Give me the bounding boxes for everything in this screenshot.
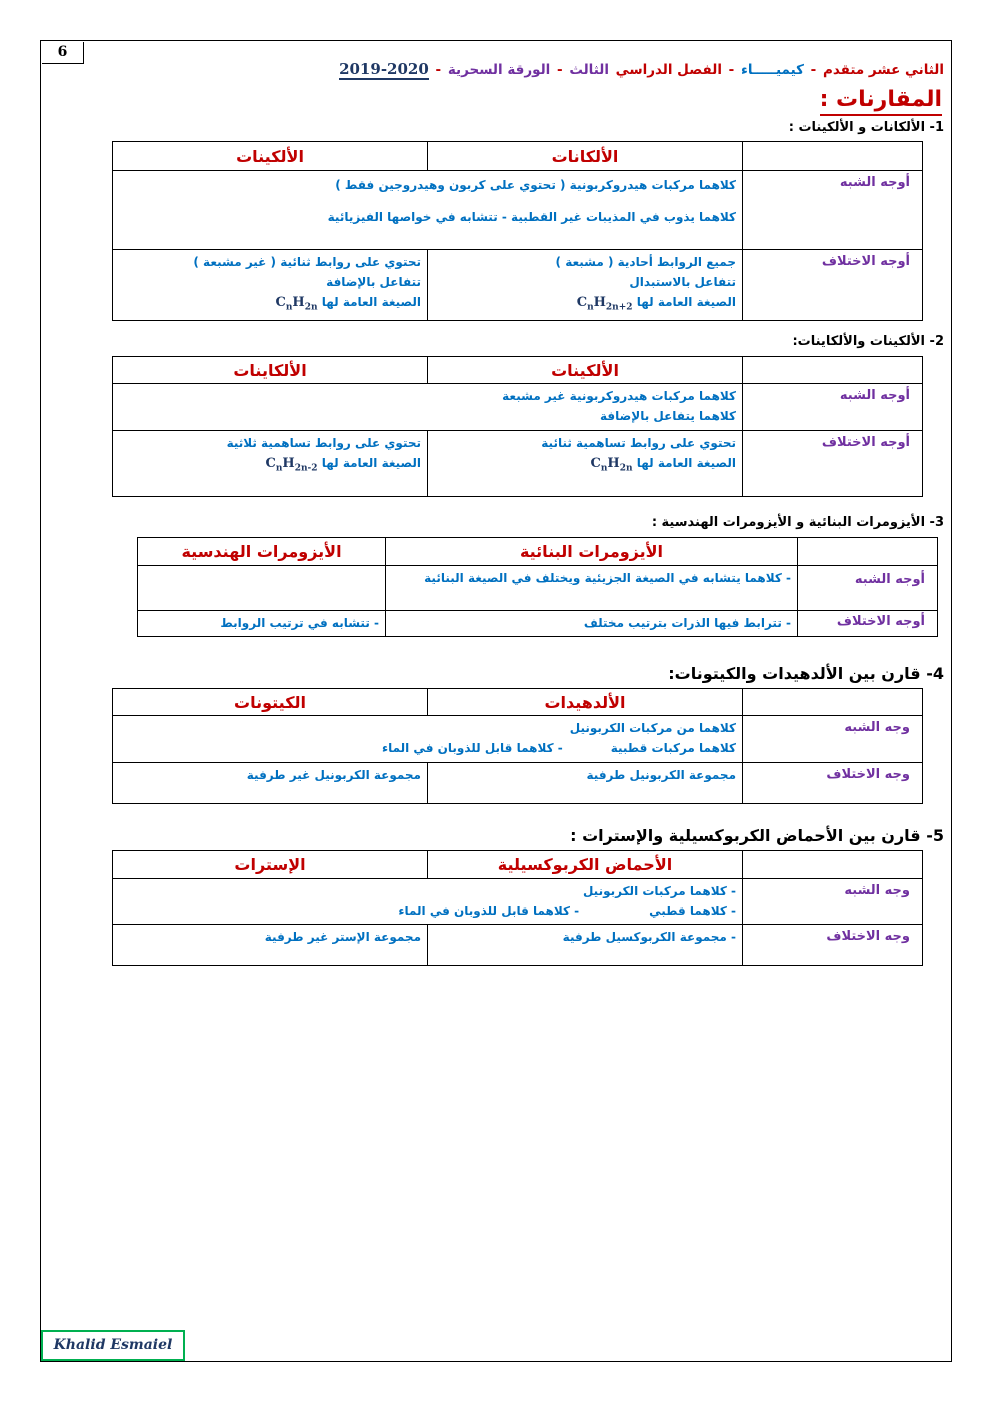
difference-cell xyxy=(428,763,743,804)
difference-cell xyxy=(113,431,428,497)
author-signature: Khalid Esmaiel xyxy=(41,1330,185,1361)
row-label: وجه الاختلاف xyxy=(743,925,923,966)
cell-line: كلاهما مركبات هيدروكربونية غير مشبعة xyxy=(502,389,736,403)
formula-part: 2n xyxy=(304,302,318,313)
cell-line: - كلاهما قطبي xyxy=(649,904,736,918)
formula-part: 2n-2 xyxy=(294,463,318,474)
general-formula xyxy=(265,456,318,474)
cell-line: كلاهما مركبات قطبية xyxy=(610,741,736,755)
formula-part: 2n+2 xyxy=(605,302,633,313)
cell-line: مجموعة الكربونيل غير طرفية xyxy=(246,768,421,782)
empty-cell xyxy=(138,566,386,611)
formula-part: n xyxy=(587,302,594,313)
formula-part: C xyxy=(265,456,276,471)
cell-line: - كلاهما قابل للذوبان في الماء xyxy=(381,741,563,755)
formula-line xyxy=(434,292,736,318)
formula-part: 2n xyxy=(619,463,633,474)
cell-line: كلاهما يذوب في المذيبات غير القطبية - تتشابه في خواصها الفيزيائية xyxy=(327,210,736,224)
row-label: أوجه الاختلاف xyxy=(743,250,923,321)
cell-line: - كلاهما مركبات الكربونيل xyxy=(582,884,736,898)
formula-part: H xyxy=(607,456,620,471)
difference-cell xyxy=(386,611,798,637)
cell-line: - كلاهما قابل للذوبان في الماء xyxy=(398,904,580,918)
similarity-cell xyxy=(113,879,743,925)
cell-line-group xyxy=(119,901,736,921)
section-heading: 5- قارن بين الأحماض الكربوكسيلية والإسترات : xyxy=(570,826,944,845)
column-header: الألكاينات xyxy=(113,357,428,384)
column-header: الأيزومرات الهندسية xyxy=(138,538,386,566)
page-header xyxy=(74,60,944,78)
section-heading: 1- الألكانات و الألكينات : xyxy=(788,120,944,135)
row-label: أوجه الاختلاف xyxy=(743,431,923,497)
header-term-number: الثالث xyxy=(569,62,609,78)
cell-line: الصيغة العامة لها xyxy=(636,295,736,309)
difference-cell xyxy=(113,925,428,966)
general-formula xyxy=(590,456,633,474)
cell-line: تحتوي على روابط تساهمية ثنائية xyxy=(541,436,736,450)
general-formula xyxy=(576,295,633,313)
column-header: الألدهيدات xyxy=(428,689,743,716)
header-separator: - xyxy=(435,62,442,78)
cell-line: تحتوي على روابط ثنائية ( غير مشبعة ) xyxy=(193,255,421,269)
general-formula xyxy=(275,295,318,313)
formula-part: n xyxy=(275,463,283,474)
cell-line: جميع الروابط أحادية ( مشبعة ) xyxy=(555,255,736,269)
column-header: الأيزومرات البنائية xyxy=(386,538,798,566)
formula-part: n xyxy=(600,463,608,474)
difference-cell xyxy=(428,925,743,966)
formula-part: H xyxy=(593,295,606,310)
header-subject: كيميـــــاء xyxy=(740,62,804,78)
header-year: 2020-2019 xyxy=(339,60,429,78)
similarity-cell xyxy=(113,716,743,763)
header-separator: - xyxy=(557,62,563,78)
section-heading: 2- الألكينات والألكاينات: xyxy=(792,334,944,349)
formula-part: C xyxy=(576,295,588,310)
comparison-table xyxy=(112,356,923,497)
column-header: الألكينات xyxy=(428,357,743,384)
cell-line: الصيغة العامة لها xyxy=(321,456,421,470)
cell-line: - تترابط فيها الذرات بترتيب مختلف xyxy=(583,616,791,630)
cell-line: مجموعة الكربونيل طرفية xyxy=(586,768,736,782)
cell-line: - مجموعة الكربوكسيل طرفية xyxy=(562,930,736,944)
comparison-table xyxy=(112,688,923,804)
cell-line: تحتوي على روابط تساهمية ثلاثية xyxy=(226,436,421,450)
difference-cell xyxy=(113,763,428,804)
similarity-cell xyxy=(386,566,798,611)
cell-line: كلاهما مركبات هيدروكربونية ( تحتوي على كربون وهيدروجين فقط ) xyxy=(335,178,736,192)
header-term: الفصل الدراسي xyxy=(615,62,722,78)
column-header: الإسترات xyxy=(113,851,428,879)
row-label: أوجه الاختلاف xyxy=(798,611,938,637)
header-grade: الثاني عشر متقدم xyxy=(822,62,944,78)
column-header: الكيتونات xyxy=(113,689,428,716)
formula-line xyxy=(119,292,421,318)
cell-line: كلاهما من مركبات الكربونيل xyxy=(569,721,736,735)
column-header: الأحماض الكربوكسيلية xyxy=(428,851,743,879)
difference-cell xyxy=(113,250,428,321)
formula-part: C xyxy=(590,456,601,471)
section-heading: 4- قارن بين الألدهيدات والكيتونات: xyxy=(668,664,944,683)
formula-line xyxy=(434,453,736,479)
cell-line: الصيغة العامة لها xyxy=(321,295,421,309)
similarity-cell xyxy=(113,171,743,250)
header-separator: - xyxy=(728,62,735,78)
table-corner xyxy=(743,142,923,171)
row-label: وجه الاختلاف xyxy=(743,763,923,804)
difference-cell xyxy=(138,611,386,637)
row-label: أوجه الشبه xyxy=(743,171,923,250)
header-separator: - xyxy=(810,62,817,78)
table-corner xyxy=(743,851,923,879)
cell-line: مجموعة الإستر غير طرفية xyxy=(264,930,421,944)
formula-line xyxy=(119,453,421,479)
cell-line: كلاهما يتفاعل بالإضافة xyxy=(600,409,736,423)
formula-part: H xyxy=(282,456,295,471)
formula-part: C xyxy=(275,295,286,310)
cell-line: الصيغة العامة لها xyxy=(636,456,736,470)
row-label: وجه الشبه xyxy=(743,879,923,925)
cell-line-group xyxy=(119,738,736,758)
header-sheet: الورقة السحرية xyxy=(447,62,551,78)
page-title: المقارنات : xyxy=(820,86,942,116)
cell-line: تتفاعل بالإضافة xyxy=(326,275,421,289)
comparison-table xyxy=(112,850,923,966)
difference-cell xyxy=(428,431,743,497)
table-corner xyxy=(743,689,923,716)
row-label: وجه الشبه xyxy=(743,716,923,763)
comparison-table xyxy=(137,537,938,637)
row-label: أوجه الشبه xyxy=(798,566,938,611)
table-corner xyxy=(743,357,923,384)
cell-line: تتفاعل بالاستبدال xyxy=(629,275,736,289)
cell-line: - تتشابه في ترتيب الروابط xyxy=(220,616,379,630)
page-number: 6 xyxy=(42,42,84,64)
column-header: الألكانات xyxy=(428,142,743,171)
comparison-table xyxy=(112,141,923,321)
row-label: أوجه الشبه xyxy=(743,384,923,431)
cell-line: - كلاهما يتشابه في الصيغة الجزيئية ويختلف في الصيغة البنائية xyxy=(424,571,791,585)
difference-cell xyxy=(428,250,743,321)
section-heading: 3- الأيزومرات البنائية و الأيزومرات الهندسية : xyxy=(651,515,944,530)
formula-part: H xyxy=(292,295,305,310)
table-corner xyxy=(798,538,938,566)
similarity-cell xyxy=(113,384,743,431)
formula-part: n xyxy=(285,302,293,313)
column-header: الألكينات xyxy=(113,142,428,171)
